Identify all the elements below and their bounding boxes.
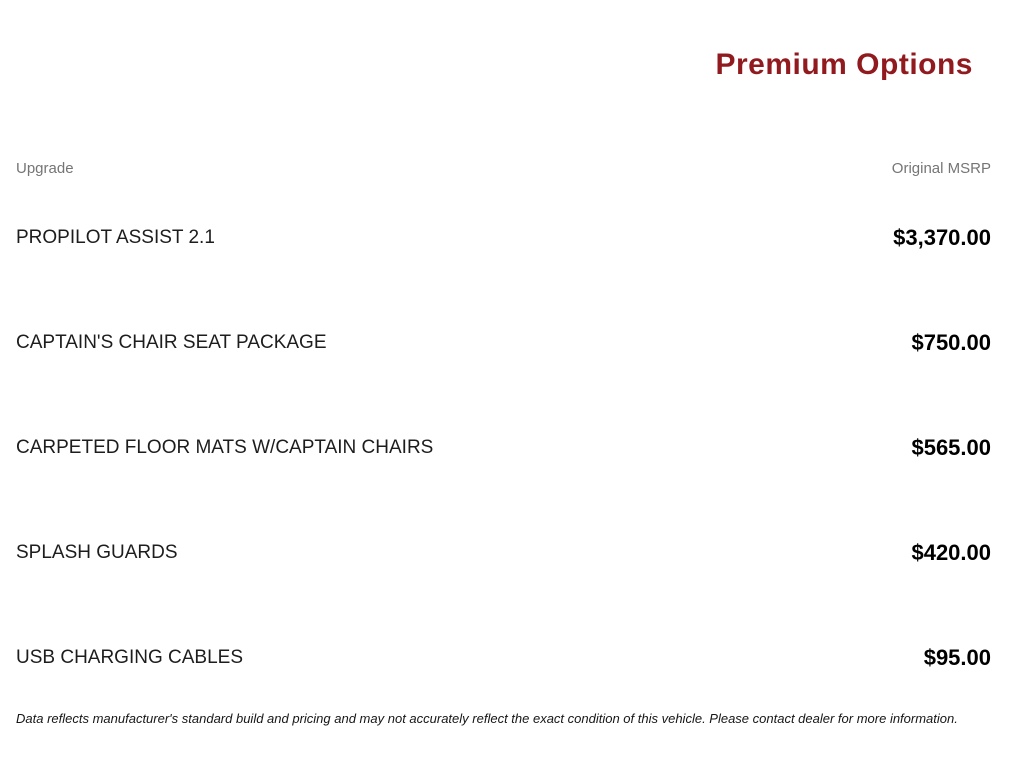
disclaimer-text: Data reflects manufacturer's standard build and pricing and may not accurately reflect the exact condition of this vehicle. Please contact dealer for more information.	[16, 711, 958, 726]
column-header-upgrade: Upgrade	[16, 160, 74, 177]
table-rows	[16, 185, 991, 710]
option-name: CAPTAIN'S CHAIR SEAT PACKAGE	[16, 331, 327, 353]
option-name: PROPILOT ASSIST 2.1	[16, 226, 215, 248]
table-row	[16, 500, 991, 605]
table-row	[16, 185, 991, 290]
column-header-original-msrp: Original MSRP	[891, 160, 991, 177]
option-price: $95.00	[923, 644, 991, 670]
option-price: $565.00	[911, 434, 991, 460]
option-name: SPLASH GUARDS	[16, 541, 178, 563]
option-name: USB CHARGING CABLES	[16, 646, 243, 668]
table-row	[16, 605, 991, 710]
premium-options-table	[16, 161, 991, 710]
option-price: $3,370.00	[893, 224, 991, 250]
option-price: $750.00	[911, 329, 991, 355]
page-title: Premium Options	[715, 48, 973, 81]
table-row	[16, 290, 991, 395]
option-name: CARPETED FLOOR MATS W/CAPTAIN CHAIRS	[16, 436, 434, 458]
option-price: $420.00	[911, 539, 991, 565]
table-row	[16, 395, 991, 500]
table-header-row	[16, 161, 991, 177]
